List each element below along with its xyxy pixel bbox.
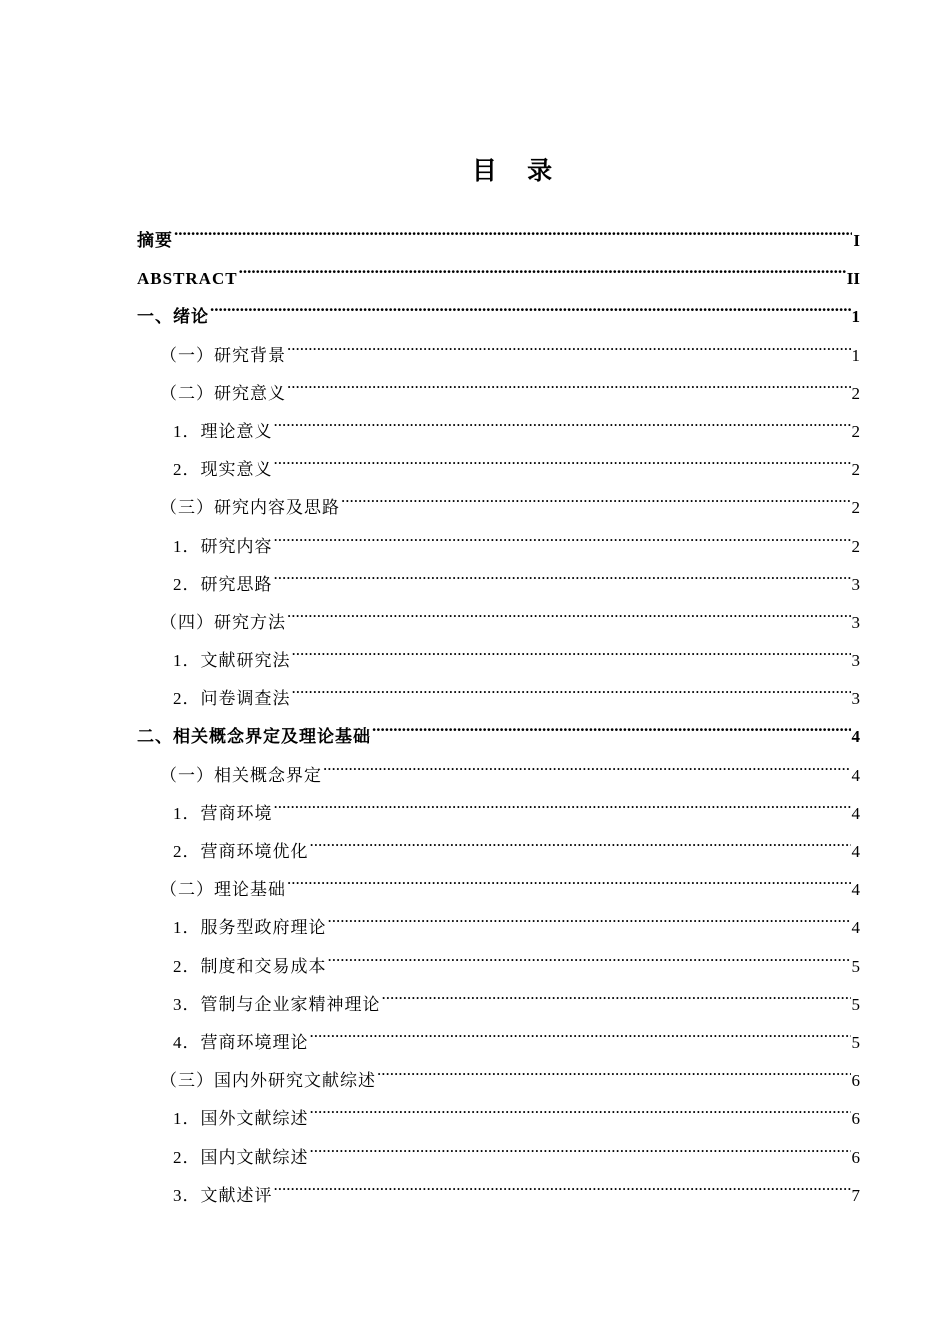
toc-entry-title: 2．制度和交易成本 <box>173 956 327 976</box>
toc-dot-leader <box>287 361 851 399</box>
toc-entry-title: 1．国外文献综述 <box>173 1109 309 1129</box>
toc-dot-leader <box>210 284 851 322</box>
toc-entry-title: 摘要 <box>137 231 173 250</box>
toc-page-number: 5 <box>851 956 860 976</box>
toc-page-number: 1 <box>851 307 860 327</box>
toc-entry-title: （三）研究内容及思路 <box>160 498 340 518</box>
toc-dot-leader <box>310 1125 851 1163</box>
toc-page-number: I <box>853 231 860 250</box>
toc-entry[interactable] <box>137 246 860 289</box>
toc-entry-title: ABSTRACT <box>137 269 238 289</box>
table-of-contents <box>137 208 860 1205</box>
toc-dot-leader <box>274 514 851 552</box>
toc-entry-title: （二）研究意义 <box>160 383 286 403</box>
toc-entry-title: 2．国内文献综述 <box>173 1147 309 1167</box>
toc-dot-leader <box>377 1048 851 1086</box>
toc-entry-title: 二、相关概念界定及理论基础 <box>137 727 371 747</box>
toc-entry[interactable] <box>137 208 860 250</box>
toc-entry-title: 2．营商环境优化 <box>173 842 309 861</box>
toc-entry-title: （二）理论基础 <box>160 880 286 900</box>
toc-page-number: 3 <box>851 574 860 594</box>
toc-dot-leader <box>310 1010 851 1048</box>
toc-page-number: 4 <box>851 803 860 823</box>
toc-entry-title: 1．文献研究法 <box>173 651 291 671</box>
toc-dot-leader <box>292 666 851 704</box>
toc-dot-leader <box>292 628 851 666</box>
toc-dot-leader <box>328 895 851 933</box>
toc-page-number: 4 <box>851 880 860 900</box>
toc-dot-leader <box>341 475 851 513</box>
toc-page-number: 4 <box>851 918 860 938</box>
toc-entry-title: 2．现实意义 <box>173 460 273 480</box>
toc-dot-leader <box>328 934 851 972</box>
toc-page-number: 1 <box>851 345 860 365</box>
toc-dot-leader <box>239 246 846 284</box>
toc-dot-leader <box>274 1163 851 1201</box>
toc-entry-title: 4．营商环境理论 <box>173 1032 309 1052</box>
toc-entry[interactable] <box>137 323 860 365</box>
toc-page-number: 3 <box>851 612 860 632</box>
toc-page-number: 2 <box>851 460 860 480</box>
toc-dot-leader <box>274 781 851 819</box>
toc-page-number: 2 <box>851 421 860 441</box>
toc-page-number: 3 <box>851 689 860 709</box>
toc-page-number: 4 <box>851 842 860 861</box>
toc-entry-title: 3．文献述评 <box>173 1185 273 1205</box>
toc-entry-title: （一）研究背景 <box>160 345 286 365</box>
toc-page-number: II <box>846 269 860 289</box>
toc-dot-leader <box>287 323 851 361</box>
toc-page-number: 2 <box>851 536 860 556</box>
toc-dot-leader <box>310 1086 851 1124</box>
toc-dot-leader <box>372 704 851 742</box>
toc-page-number: 2 <box>851 498 860 518</box>
toc-page-number: 7 <box>851 1185 860 1205</box>
toc-entry-title: 2．研究思路 <box>173 574 273 594</box>
toc-dot-leader <box>274 437 851 475</box>
toc-page-number: 4 <box>851 727 860 747</box>
toc-page-number: 6 <box>851 1147 860 1167</box>
toc-entry-title: （三）国内外研究文献综述 <box>160 1071 376 1091</box>
toc-dot-leader <box>287 857 851 895</box>
toc-page-number: 6 <box>851 1109 860 1129</box>
toc-page-number: 5 <box>851 994 860 1014</box>
toc-entry-title: （四）研究方法 <box>160 612 286 632</box>
toc-entry-title: 一、绪论 <box>137 307 209 327</box>
toc-entry-title: 3．管制与企业家精神理论 <box>173 994 381 1014</box>
toc-dot-leader <box>274 399 851 437</box>
toc-page-number: 3 <box>851 651 860 671</box>
toc-dot-leader <box>287 590 851 628</box>
toc-title: 目 录 <box>471 158 565 185</box>
toc-page-number: 6 <box>851 1071 860 1091</box>
toc-dot-leader <box>274 552 851 590</box>
toc-entry[interactable] <box>137 284 860 327</box>
toc-dot-leader <box>323 743 851 781</box>
toc-dot-leader <box>382 972 851 1010</box>
toc-entry-title: 1．营商环境 <box>173 803 273 823</box>
toc-entry-title: 1．研究内容 <box>173 536 273 556</box>
toc-entry-title: 1．服务型政府理论 <box>173 918 327 938</box>
toc-dot-leader <box>174 208 852 246</box>
toc-page-number: 4 <box>851 765 860 785</box>
toc-entry-title: 1．理论意义 <box>173 421 273 441</box>
toc-dot-leader <box>310 819 851 857</box>
toc-page-number: 5 <box>851 1032 860 1052</box>
toc-entry-title: 2．问卷调查法 <box>173 689 291 709</box>
toc-entry-title: （一）相关概念界定 <box>160 765 322 785</box>
toc-page-number: 2 <box>851 383 860 403</box>
